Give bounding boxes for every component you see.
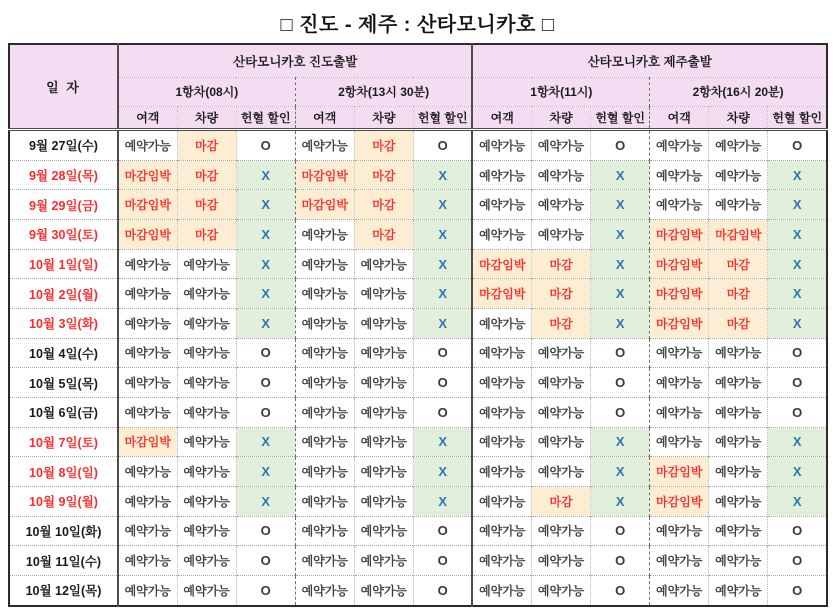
booking-status-cell: 예약가능 (177, 279, 236, 309)
booking-status-cell: 예약가능 (177, 249, 236, 279)
header-row-trips (9, 77, 827, 106)
booking-status-cell: 예약가능 (532, 397, 591, 427)
discount-status-cell: X (591, 160, 650, 190)
discount-status-cell: O (236, 129, 295, 160)
table-row (9, 220, 827, 250)
discount-status-cell: X (236, 486, 295, 516)
discount-status-cell: X (768, 427, 827, 457)
table-row (9, 190, 827, 220)
booking-status-cell: 예약가능 (295, 516, 354, 546)
blood-donation-discount-header: 헌혈 할인 (591, 106, 650, 129)
booking-status-cell: 예약가능 (650, 397, 709, 427)
discount-status-cell: X (591, 249, 650, 279)
discount-status-cell: O (591, 129, 650, 160)
discount-status-cell: O (591, 368, 650, 398)
booking-status-cell: 예약가능 (118, 129, 177, 160)
booking-status-cell: 예약가능 (532, 546, 591, 576)
discount-status-cell: O (591, 338, 650, 368)
discount-status-cell: O (413, 575, 472, 606)
vehicle-header: 차량 (177, 106, 236, 129)
discount-status-cell: O (236, 397, 295, 427)
booking-status-cell: 예약가능 (354, 309, 413, 339)
booking-status-cell: 마감 (709, 279, 768, 309)
date-cell: 10월 5일(목) (9, 368, 118, 398)
booking-status-cell: 마감 (177, 160, 236, 190)
booking-status-cell: 예약가능 (709, 338, 768, 368)
booking-status-cell: 예약가능 (472, 160, 531, 190)
booking-status-cell: 예약가능 (118, 575, 177, 606)
discount-status-cell: X (413, 457, 472, 487)
discount-status-cell: X (236, 249, 295, 279)
booking-status-cell: 예약가능 (472, 427, 531, 457)
booking-status-cell: 예약가능 (354, 368, 413, 398)
group-header-jeju-departure: 산타모니카호 제주출발 (472, 44, 827, 77)
date-column-header: 일 자 (9, 44, 118, 129)
booking-status-cell: 예약가능 (532, 368, 591, 398)
discount-status-cell: O (236, 368, 295, 398)
booking-status-cell: 예약가능 (118, 486, 177, 516)
booking-status-cell: 예약가능 (709, 368, 768, 398)
table-row (9, 160, 827, 190)
discount-status-cell: O (768, 338, 827, 368)
booking-status-cell: 예약가능 (650, 368, 709, 398)
table-row (9, 575, 827, 606)
trip-header-jindo-2: 2항차(13시 30분) (295, 77, 472, 106)
discount-status-cell: O (591, 575, 650, 606)
discount-status-cell: X (591, 427, 650, 457)
booking-status-cell: 마감임박 (650, 279, 709, 309)
booking-status-cell: 예약가능 (118, 457, 177, 487)
booking-status-cell: 마감임박 (650, 220, 709, 250)
discount-status-cell: O (768, 516, 827, 546)
booking-status-cell: 예약가능 (118, 516, 177, 546)
booking-status-cell: 마감임박 (118, 427, 177, 457)
booking-status-cell: 예약가능 (650, 160, 709, 190)
date-cell: 10월 10일(화) (9, 516, 118, 546)
discount-status-cell: X (768, 190, 827, 220)
vehicle-header: 차량 (532, 106, 591, 129)
date-cell: 10월 6일(금) (9, 397, 118, 427)
booking-status-cell: 예약가능 (177, 516, 236, 546)
booking-status-cell: 마감 (532, 279, 591, 309)
discount-status-cell: X (236, 160, 295, 190)
discount-status-cell: X (768, 160, 827, 190)
table-row (9, 279, 827, 309)
booking-status-cell: 마감임박 (650, 457, 709, 487)
booking-status-cell: 예약가능 (295, 338, 354, 368)
discount-status-cell: X (413, 220, 472, 250)
booking-status-cell: 예약가능 (295, 368, 354, 398)
booking-status-cell: 예약가능 (118, 368, 177, 398)
booking-status-cell: 예약가능 (709, 546, 768, 576)
booking-status-cell: 마감임박 (472, 249, 531, 279)
discount-status-cell: O (591, 397, 650, 427)
booking-status-cell: 예약가능 (295, 249, 354, 279)
booking-status-cell: 예약가능 (472, 397, 531, 427)
discount-status-cell: O (413, 516, 472, 546)
table-row (9, 457, 827, 487)
booking-status-cell: 마감 (177, 220, 236, 250)
discount-status-cell: X (236, 279, 295, 309)
booking-status-cell: 예약가능 (472, 546, 531, 576)
discount-status-cell: X (413, 309, 472, 339)
booking-status-cell: 예약가능 (177, 338, 236, 368)
header-row-subcolumns (9, 106, 827, 129)
booking-status-cell: 예약가능 (650, 338, 709, 368)
booking-status-cell: 예약가능 (295, 457, 354, 487)
booking-status-cell: 예약가능 (709, 129, 768, 160)
booking-status-cell: 예약가능 (532, 160, 591, 190)
booking-status-cell: 예약가능 (650, 427, 709, 457)
table-row (9, 338, 827, 368)
booking-status-cell: 마감 (354, 190, 413, 220)
booking-status-cell: 예약가능 (295, 279, 354, 309)
booking-status-cell: 예약가능 (118, 546, 177, 576)
booking-status-cell: 마감 (532, 249, 591, 279)
booking-status-cell: 예약가능 (472, 457, 531, 487)
discount-status-cell: X (768, 457, 827, 487)
booking-status-cell: 예약가능 (295, 220, 354, 250)
trip-header-jeju-1: 1항차(11시) (472, 77, 649, 106)
booking-status-cell: 예약가능 (650, 516, 709, 546)
date-cell: 10월 9일(월) (9, 486, 118, 516)
trip-header-jeju-2: 2항차(16시 20분) (650, 77, 827, 106)
booking-status-cell: 예약가능 (709, 457, 768, 487)
booking-status-cell: 예약가능 (177, 575, 236, 606)
group-header-jindo-departure: 산타모니카호 진도출발 (118, 44, 472, 77)
discount-status-cell: X (413, 427, 472, 457)
booking-status-cell: 예약가능 (354, 575, 413, 606)
booking-status-cell: 마감 (177, 129, 236, 160)
table-row (9, 546, 827, 576)
trip-header-jindo-1: 1항차(08시) (118, 77, 295, 106)
discount-status-cell: X (413, 190, 472, 220)
booking-status-cell: 예약가능 (709, 516, 768, 546)
discount-status-cell: O (236, 546, 295, 576)
booking-status-cell: 마감 (177, 190, 236, 220)
date-cell: 10월 1일(일) (9, 249, 118, 279)
booking-status-cell: 예약가능 (354, 486, 413, 516)
discount-status-cell: O (768, 575, 827, 606)
discount-status-cell: O (768, 129, 827, 160)
date-cell: 10월 2일(월) (9, 279, 118, 309)
passenger-header: 여객 (295, 106, 354, 129)
booking-status-cell: 마감 (709, 249, 768, 279)
booking-status-cell: 예약가능 (532, 516, 591, 546)
booking-status-cell: 마감임박 (650, 486, 709, 516)
discount-status-cell: O (413, 546, 472, 576)
discount-status-cell: O (413, 129, 472, 160)
booking-status-cell: 마감 (709, 309, 768, 339)
date-cell: 9월 27일(수) (9, 129, 118, 160)
discount-status-cell: O (591, 546, 650, 576)
booking-status-cell: 예약가능 (354, 427, 413, 457)
booking-status-cell: 예약가능 (177, 397, 236, 427)
booking-status-cell: 예약가능 (709, 397, 768, 427)
discount-status-cell: X (768, 486, 827, 516)
table-row (9, 129, 827, 160)
table-row (9, 486, 827, 516)
booking-status-cell: 예약가능 (532, 129, 591, 160)
vehicle-header: 차량 (354, 106, 413, 129)
booking-status-cell: 예약가능 (650, 190, 709, 220)
discount-status-cell: X (591, 220, 650, 250)
discount-status-cell: O (768, 397, 827, 427)
date-cell: 10월 11일(수) (9, 546, 118, 576)
table-row (9, 516, 827, 546)
booking-status-cell: 예약가능 (354, 279, 413, 309)
date-cell: 10월 7일(토) (9, 427, 118, 457)
booking-status-cell: 예약가능 (532, 427, 591, 457)
table-row (9, 309, 827, 339)
discount-status-cell: X (768, 249, 827, 279)
booking-status-cell: 마감임박 (118, 160, 177, 190)
booking-status-cell: 마감 (532, 486, 591, 516)
booking-status-cell: 마감임박 (650, 309, 709, 339)
booking-status-cell: 마감임박 (472, 279, 531, 309)
blood-donation-discount-header: 헌혈 할인 (768, 106, 827, 129)
vehicle-header: 차량 (709, 106, 768, 129)
passenger-header: 여객 (472, 106, 531, 129)
discount-status-cell: X (413, 279, 472, 309)
booking-status-cell: 예약가능 (472, 486, 531, 516)
booking-status-cell: 예약가능 (709, 486, 768, 516)
discount-status-cell: X (236, 220, 295, 250)
booking-status-cell: 예약가능 (472, 129, 531, 160)
discount-status-cell: X (591, 190, 650, 220)
booking-status-cell: 예약가능 (177, 457, 236, 487)
discount-status-cell: O (236, 575, 295, 606)
discount-status-cell: X (768, 220, 827, 250)
booking-status-cell: 예약가능 (118, 309, 177, 339)
booking-status-cell: 예약가능 (295, 129, 354, 160)
booking-status-cell: 예약가능 (532, 220, 591, 250)
booking-status-cell: 마감임박 (295, 160, 354, 190)
discount-status-cell: X (236, 427, 295, 457)
booking-status-cell: 예약가능 (709, 575, 768, 606)
discount-status-cell: X (413, 249, 472, 279)
discount-status-cell: O (413, 368, 472, 398)
booking-status-cell: 예약가능 (118, 249, 177, 279)
booking-status-cell: 예약가능 (295, 575, 354, 606)
date-cell: 10월 3일(화) (9, 309, 118, 339)
discount-status-cell: X (768, 279, 827, 309)
discount-status-cell: X (413, 486, 472, 516)
date-cell: 9월 30일(토) (9, 220, 118, 250)
booking-status-cell: 예약가능 (354, 516, 413, 546)
booking-status-cell: 예약가능 (709, 160, 768, 190)
booking-status-cell: 예약가능 (532, 575, 591, 606)
header-row-groups (9, 44, 827, 77)
booking-status-cell: 예약가능 (472, 516, 531, 546)
blood-donation-discount-header: 헌혈 할인 (236, 106, 295, 129)
discount-status-cell: O (413, 338, 472, 368)
booking-status-cell: 예약가능 (295, 486, 354, 516)
booking-status-cell: 예약가능 (118, 397, 177, 427)
discount-status-cell: X (591, 457, 650, 487)
booking-status-cell: 예약가능 (354, 338, 413, 368)
discount-status-cell: X (236, 309, 295, 339)
discount-status-cell: O (236, 516, 295, 546)
booking-status-cell: 예약가능 (472, 338, 531, 368)
booking-status-cell: 예약가능 (354, 397, 413, 427)
discount-status-cell: X (591, 309, 650, 339)
date-cell: 9월 28일(목) (9, 160, 118, 190)
booking-status-cell: 마감 (354, 129, 413, 160)
booking-status-cell: 예약가능 (118, 338, 177, 368)
booking-status-cell: 예약가능 (532, 457, 591, 487)
booking-status-cell: 예약가능 (177, 309, 236, 339)
booking-status-cell: 마감임박 (650, 249, 709, 279)
discount-status-cell: X (591, 279, 650, 309)
booking-status-cell: 마감임박 (118, 220, 177, 250)
booking-status-cell: 예약가능 (295, 546, 354, 576)
discount-status-cell: O (591, 516, 650, 546)
date-cell: 10월 12일(목) (9, 575, 118, 606)
table-row (9, 368, 827, 398)
blood-donation-discount-header: 헌혈 할인 (413, 106, 472, 129)
booking-status-cell: 예약가능 (177, 427, 236, 457)
booking-status-cell: 예약가능 (177, 486, 236, 516)
booking-status-cell: 예약가능 (709, 427, 768, 457)
discount-status-cell: X (236, 190, 295, 220)
booking-status-cell: 마감 (532, 309, 591, 339)
booking-status-cell: 예약가능 (532, 338, 591, 368)
discount-status-cell: O (236, 338, 295, 368)
booking-status-cell: 예약가능 (295, 427, 354, 457)
booking-status-cell: 예약가능 (295, 309, 354, 339)
booking-status-cell: 예약가능 (650, 546, 709, 576)
booking-status-cell: 마감임박 (295, 190, 354, 220)
booking-status-cell: 마감 (354, 160, 413, 190)
booking-status-cell: 예약가능 (118, 279, 177, 309)
booking-status-cell: 예약가능 (650, 129, 709, 160)
booking-status-cell: 예약가능 (650, 575, 709, 606)
date-cell: 10월 4일(수) (9, 338, 118, 368)
booking-status-cell: 예약가능 (177, 546, 236, 576)
booking-status-cell: 마감 (354, 220, 413, 250)
date-cell: 9월 29일(금) (9, 190, 118, 220)
booking-status-cell: 마감임박 (709, 220, 768, 250)
booking-status-cell: 예약가능 (295, 397, 354, 427)
date-cell: 10월 8일(일) (9, 457, 118, 487)
passenger-header: 여객 (118, 106, 177, 129)
discount-status-cell: O (768, 368, 827, 398)
table-row (9, 249, 827, 279)
booking-status-cell: 예약가능 (532, 190, 591, 220)
discount-status-cell: X (768, 309, 827, 339)
discount-status-cell: O (413, 397, 472, 427)
discount-status-cell: X (236, 457, 295, 487)
booking-status-cell: 예약가능 (472, 309, 531, 339)
table-row (9, 427, 827, 457)
discount-status-cell: O (768, 546, 827, 576)
schedule-table (8, 43, 828, 607)
booking-status-cell: 예약가능 (472, 190, 531, 220)
booking-status-cell: 예약가능 (472, 220, 531, 250)
booking-status-cell: 예약가능 (354, 249, 413, 279)
discount-status-cell: X (413, 160, 472, 190)
booking-status-cell: 예약가능 (709, 190, 768, 220)
booking-status-cell: 예약가능 (354, 546, 413, 576)
booking-status-cell: 예약가능 (354, 457, 413, 487)
table-row (9, 397, 827, 427)
booking-status-cell: 예약가능 (472, 575, 531, 606)
booking-status-cell: 예약가능 (472, 368, 531, 398)
booking-status-cell: 마감임박 (118, 190, 177, 220)
passenger-header: 여객 (650, 106, 709, 129)
page-title: □ 진도 - 제주 : 산타모니카호 □ (280, 14, 555, 36)
booking-status-cell: 예약가능 (177, 368, 236, 398)
discount-status-cell: X (591, 486, 650, 516)
